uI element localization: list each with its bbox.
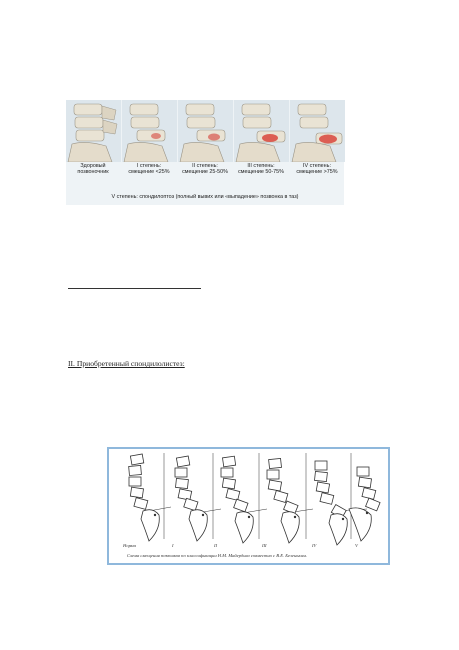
spine-panel-healthy	[66, 100, 121, 162]
column-label-grade-4: IV	[312, 543, 317, 548]
horizontal-rule	[68, 288, 201, 289]
column-label-norm: Норма	[123, 543, 136, 548]
vertebra-displacement-scheme	[107, 447, 390, 565]
panel-caption-line: I степень:	[136, 163, 162, 169]
scheme-caption: Схема смещения позвонков по классификации Н.М. Майерднга совместно с В.Е. Беленьким.	[127, 553, 307, 558]
spine-panel-grade-1	[122, 100, 177, 162]
spine-panel-grade-2	[178, 100, 233, 162]
spondylolisthesis-grades-illustration	[66, 100, 344, 205]
panel-caption-line: II степень:	[192, 163, 218, 169]
panel-caption-grade-4	[287, 163, 347, 175]
column-label-grade-5: V	[355, 543, 358, 548]
panel-caption-line: смещение 50-75%	[238, 169, 284, 176]
column-label-grade-2: II	[214, 543, 218, 548]
panel-caption-line: позвоночник	[77, 169, 109, 176]
panel-caption-healthy	[63, 163, 123, 175]
scheme-drawing	[109, 449, 388, 563]
grade-5-caption: V степень: спондилоптоз (полный вывих или «выпадение» позвонка в таз)	[111, 194, 299, 200]
section-heading: II. Приобретенный спондилолистез:	[68, 359, 185, 368]
panel-caption-line: смещение <25%	[128, 169, 170, 176]
panel-caption-grade-1	[119, 163, 179, 175]
panel-caption-grade-3	[231, 163, 291, 175]
panel-caption-line: смещение >75%	[296, 169, 338, 176]
column-label-grade-1: I	[172, 543, 174, 548]
panel-caption-line: смещение 25-50%	[182, 169, 228, 176]
panel-caption-line: Здоровый	[80, 163, 106, 169]
column-label-grade-3: III	[262, 543, 267, 548]
panel-caption-grade-2	[175, 163, 235, 175]
panel-caption-line: III степень:	[247, 163, 275, 169]
spine-panel-grade-3	[234, 100, 289, 162]
spine-panel-grade-4	[290, 100, 345, 162]
panel-caption-line: IV степень:	[303, 163, 331, 169]
